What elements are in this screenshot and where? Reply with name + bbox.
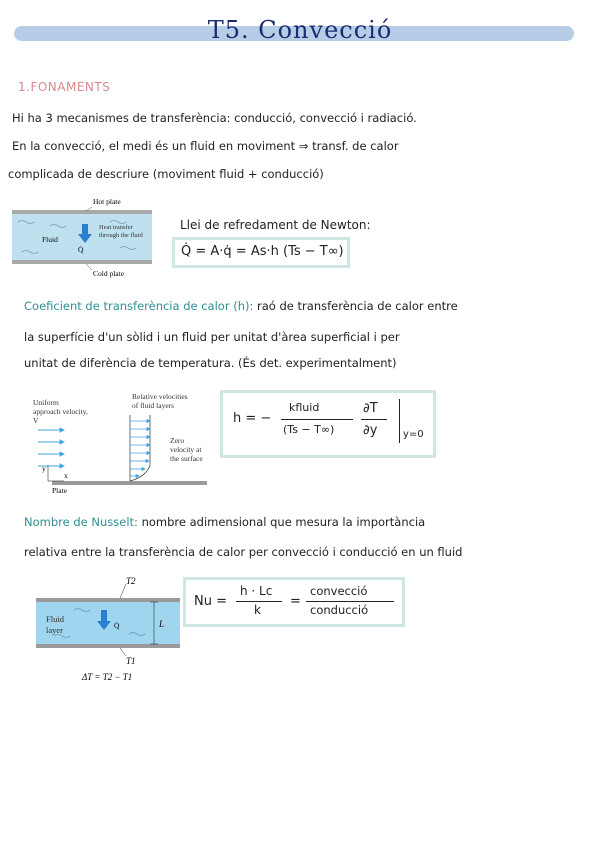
- delta-t-label: ΔT = T2 − T1: [82, 672, 133, 682]
- heat-down-arrow-icon: [101, 610, 107, 621]
- nusselt-term: Nombre de Nusselt:: [24, 515, 138, 529]
- nusselt-line-1: [24, 515, 425, 529]
- h-formula-box: [220, 390, 436, 458]
- l-label: L: [159, 619, 165, 629]
- coef-term: Coeficient de transferència de calor (h):: [24, 299, 254, 313]
- section-heading: 1.FONAMENTS: [18, 80, 111, 94]
- nu-formula-conduction: conducció: [310, 603, 369, 617]
- newton-formula-box: [172, 237, 350, 268]
- intro-line-3: complicada de descriure (moviment fluid + conducció): [8, 167, 324, 181]
- relative-velocity-arrows: [130, 420, 150, 478]
- y-axis-label: y: [42, 464, 46, 473]
- heat-arrow-icon: [82, 224, 88, 234]
- nu-formula-numerator: h · Lc: [240, 584, 273, 598]
- uniform-velocity-arrows: [38, 428, 64, 468]
- newton-formula: Q̇ = A·q̇ = As·h (Ts − T∞): [181, 244, 344, 259]
- top-plate: [36, 598, 180, 602]
- coef-definition-start: raó de transferència de calor entre: [257, 299, 458, 313]
- h-formula-lhs: h = −: [233, 411, 272, 426]
- hot-plate-label: Hot plate: [93, 197, 121, 206]
- plate: [52, 481, 207, 485]
- velocity-profile-curve: [130, 415, 150, 481]
- uniform-velocity-label: Uniform approach velocity, V: [33, 398, 88, 425]
- coef-line-1: [24, 299, 458, 313]
- fluid-label: Fluid: [42, 235, 58, 244]
- h-formula-numerator: kfluid: [289, 401, 320, 414]
- t2-label: T2: [126, 576, 136, 586]
- intro-line-1: Hi ha 3 mecanismes de transferència: conducció, convecció i radiació.: [12, 111, 417, 125]
- nu-formula-box: [183, 577, 405, 627]
- bottom-plate: [36, 644, 180, 648]
- heat-transfer-label: Heat transfer through the fluid: [99, 224, 143, 239]
- nu-formula-convection: convecció: [310, 584, 368, 598]
- nu-formula-denominator: k: [254, 603, 261, 617]
- h-formula-dT: ∂T: [363, 401, 378, 416]
- t1-label: T1: [126, 656, 136, 666]
- coef-line-2: la superfície d'un sòlid i un fluid per unitat d'àrea superficial i per: [24, 330, 400, 344]
- cold-plate-label: Cold plate: [93, 269, 125, 278]
- nu-formula-lhs: Nu =: [194, 594, 227, 609]
- h-formula-eval: y=0: [403, 429, 424, 440]
- q-label-2: Q̇: [114, 621, 120, 630]
- zero-velocity-label: Zero velocity at the surface: [170, 436, 203, 463]
- h-formula-denominator: (Ts − T∞): [283, 423, 335, 436]
- fluid-layer-label: Fluid layer: [46, 614, 64, 635]
- coef-line-3: unitat de diferència de temperatura. (És det. experimentalment): [24, 356, 397, 370]
- nusselt-line-2: relativa entre la transferència de calor per convecció i conducció en un fluid: [24, 545, 463, 559]
- plate-label: Plate: [52, 486, 67, 495]
- nu-formula-equals: =: [290, 594, 301, 609]
- relative-velocities-label: Relative velocities of fluid layers: [132, 392, 188, 410]
- x-axis-label: x: [64, 471, 68, 480]
- h-formula-dy: ∂y: [363, 423, 378, 438]
- intro-line-2: En la convecció, el medi és un fluid en moviment ⇒ transf. de calor: [12, 139, 399, 153]
- page-title: T5. Convecció: [207, 16, 393, 44]
- cold-plate: [12, 260, 152, 264]
- newton-heading: Llei de refredament de Newton:: [180, 218, 371, 232]
- nusselt-definition-start: nombre adimensional que mesura la importància: [141, 515, 426, 529]
- hot-plate: [12, 210, 152, 214]
- q-label: Q̇: [78, 245, 84, 254]
